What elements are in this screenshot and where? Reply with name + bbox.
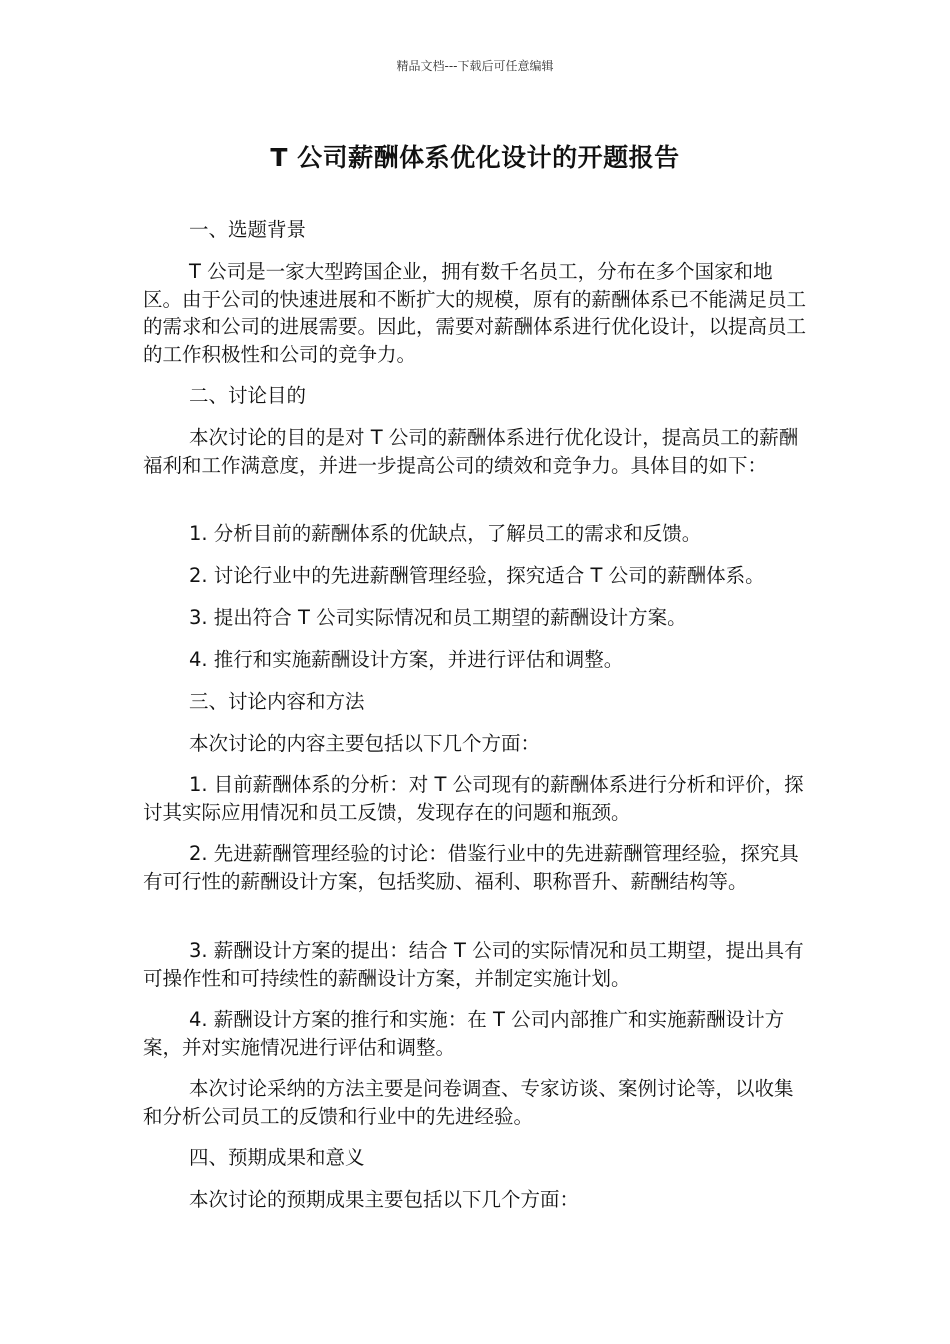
section-heading-purpose: 二、讨论目的 [189, 384, 307, 407]
paragraph-content-intro: 本次讨论的内容主要包括以下几个方面： [189, 732, 541, 755]
paragraph-methods: 本次讨论采纳的方法主要是问卷调查、专家访谈、案例讨论等，以收集和分析公司员工的反馈和行业中的先进经验。 [143, 1077, 794, 1128]
list-item-content-2: 2. 先进薪酬管理经验的讨论：借鉴行业中的先进薪酬管理经验，探究具有可行性的薪酬设计方案，包括奖励、福利、职称晋升、薪酬结构等。 [143, 842, 799, 893]
page-header-note: 精品文档---下载后可任意编辑 [396, 59, 554, 73]
list-item-purpose-4: 4. 推行和实施薪酬设计方案，并进行评估和调整。 [189, 648, 624, 671]
list-item-content-4: 4. 薪酬设计方案的推行和实施：在 T 公司内部推广和实施薪酬设计方案，并对实施情况进行评估和调整。 [143, 1008, 785, 1059]
list-item-purpose-3: 3. 提出符合 T 公司实际情况和员工期望的薪酬设计方案。 [189, 606, 687, 629]
paragraph-purpose: 本次讨论的目的是对 T 公司的薪酬体系进行优化设计，提高员工的薪酬福利和工作满意度，并进一步提高公司的绩效和竞争力。具体目的如下： [143, 426, 799, 477]
section-heading-content: 三、讨论内容和方法 [189, 690, 365, 713]
paragraph-background: T 公司是一家大型跨国企业，拥有数千名员工，分布在多个国家和地区。由于公司的快速进展和不断扩大的规模，原有的薪酬体系已不能满足员工的需求和公司的进展需要。因此，需要对薪酬体系进行优化设计，以提高员工的工作积极性和公司的竞争力。 [143, 260, 807, 366]
section-heading-background: 一、选题背景 [189, 218, 307, 241]
paragraph-outcomes-intro: 本次讨论的预期成果主要包括以下几个方面： [189, 1188, 580, 1211]
section-heading-outcomes: 四、预期成果和意义 [189, 1146, 365, 1169]
list-item-content-1: 1. 目前薪酬体系的分析：对 T 公司现有的薪酬体系进行分析和评价，探讨其实际应用情况和员工反馈，发现存在的问题和瓶颈。 [143, 773, 804, 824]
list-item-purpose-2: 2. 讨论行业中的先进薪酬管理经验，探究适合 T 公司的薪酬体系。 [189, 564, 765, 587]
document-title: T 公司薪酬体系优化设计的开题报告 [270, 143, 680, 172]
list-item-purpose-1: 1. 分析目前的薪酬体系的优缺点，了解员工的需求和反馈。 [189, 522, 702, 545]
list-item-content-3: 3. 薪酬设计方案的提出：结合 T 公司的实际情况和员工期望，提出具有可操作性和可持续性的薪酬设计方案，并制定实施计划。 [143, 939, 804, 990]
